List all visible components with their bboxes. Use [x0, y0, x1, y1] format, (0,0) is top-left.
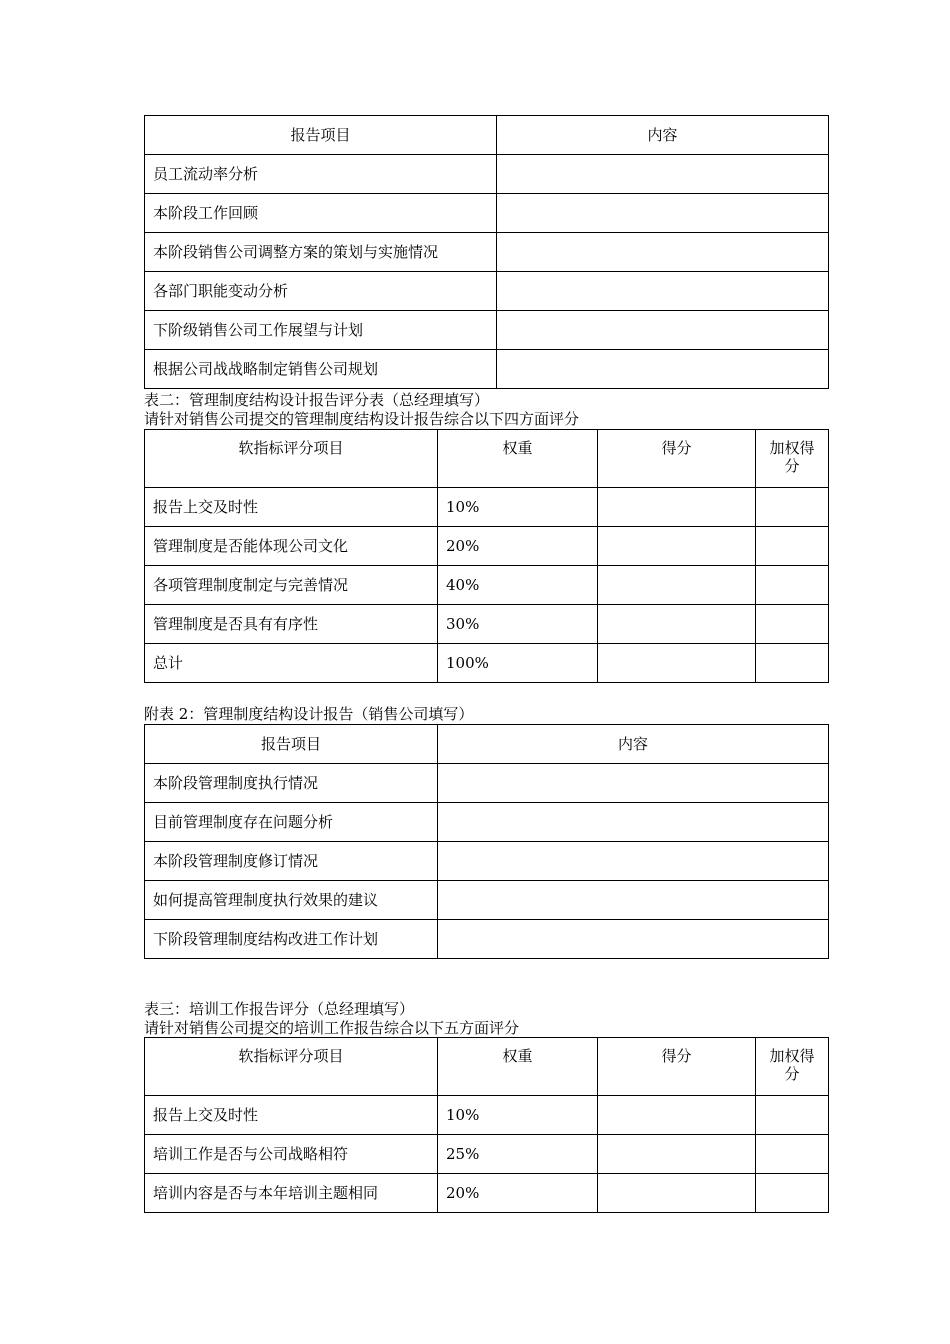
weight-cell: 25% — [438, 1135, 598, 1174]
table-header-row — [145, 1038, 829, 1096]
header-content: 内容 — [438, 725, 829, 764]
table-row — [145, 881, 829, 920]
row-item: 根据公司战战略制定销售公司规划 — [145, 350, 497, 389]
row-item: 本阶段管理制度修订情况 — [145, 842, 438, 881]
table-row — [145, 605, 829, 644]
table-row — [145, 1174, 829, 1213]
table-row — [145, 272, 829, 311]
score-cell[interactable] — [598, 488, 756, 527]
row-item: 目前管理制度存在问题分析 — [145, 803, 438, 842]
weighted-score-cell[interactable] — [756, 488, 829, 527]
table-row — [145, 488, 829, 527]
table2-caption: 表二：管理制度结构设计报告评分表（总经理填写） — [144, 391, 490, 409]
score-cell[interactable] — [598, 566, 756, 605]
row-item: 各部门职能变动分析 — [145, 272, 497, 311]
row-item: 员工流动率分析 — [145, 155, 497, 194]
training-score-table — [144, 1037, 829, 1213]
weighted-score-cell[interactable] — [756, 605, 829, 644]
table4-caption: 表三：培训工作报告评分（总经理填写） — [144, 1000, 415, 1018]
table-row — [145, 350, 829, 389]
table-header-row — [145, 430, 829, 488]
table3-caption: 附表 2：管理制度结构设计报告（销售公司填写） — [144, 705, 474, 723]
row-item: 报告上交及时性 — [145, 488, 438, 527]
table-row — [145, 311, 829, 350]
weighted-score-cell[interactable] — [756, 527, 829, 566]
table-row — [145, 1096, 829, 1135]
content-cell[interactable] — [497, 311, 829, 350]
row-item: 管理制度是否具有有序性 — [145, 605, 438, 644]
score-cell[interactable] — [598, 1174, 756, 1213]
table-row — [145, 194, 829, 233]
weighted-score-cell[interactable] — [756, 644, 829, 683]
score-cell[interactable] — [598, 527, 756, 566]
weighted-score-cell[interactable] — [756, 1174, 829, 1213]
weight-cell: 10% — [438, 1096, 598, 1135]
content-cell[interactable] — [497, 194, 829, 233]
row-item: 报告上交及时性 — [145, 1096, 438, 1135]
table-row — [145, 842, 829, 881]
header-report-item: 报告项目 — [145, 116, 497, 155]
header-soft-indicator: 软指标评分项目 — [145, 1038, 438, 1096]
table2-note: 请针对销售公司提交的管理制度结构设计报告综合以下四方面评分 — [144, 410, 580, 428]
table4-note: 请针对销售公司提交的培训工作报告综合以下五方面评分 — [144, 1019, 520, 1037]
table-row — [145, 155, 829, 194]
header-report-item: 报告项目 — [145, 725, 438, 764]
header-weight: 权重 — [438, 430, 598, 488]
weight-cell: 40% — [438, 566, 598, 605]
row-item: 下阶级销售公司工作展望与计划 — [145, 311, 497, 350]
header-soft-indicator: 软指标评分项目 — [145, 430, 438, 488]
weighted-score-cell[interactable] — [756, 1135, 829, 1174]
content-cell[interactable] — [497, 155, 829, 194]
row-item: 各项管理制度制定与完善情况 — [145, 566, 438, 605]
weight-cell: 20% — [438, 527, 598, 566]
table-row — [145, 566, 829, 605]
header-weight: 权重 — [438, 1038, 598, 1096]
content-cell[interactable] — [497, 233, 829, 272]
weight-cell: 10% — [438, 488, 598, 527]
score-cell[interactable] — [598, 1135, 756, 1174]
table-row — [145, 920, 829, 959]
header-score: 得分 — [598, 1038, 756, 1096]
content-cell[interactable] — [438, 764, 829, 803]
row-item: 下阶段管理制度结构改进工作计划 — [145, 920, 438, 959]
table-row — [145, 233, 829, 272]
content-cell[interactable] — [438, 920, 829, 959]
row-item: 本阶段销售公司调整方案的策划与实施情况 — [145, 233, 497, 272]
row-item: 管理制度是否能体现公司文化 — [145, 527, 438, 566]
weight-cell: 100% — [438, 644, 598, 683]
weighted-score-cell[interactable] — [756, 1096, 829, 1135]
table-row — [145, 1135, 829, 1174]
row-item: 如何提高管理制度执行效果的建议 — [145, 881, 438, 920]
row-item: 培训工作是否与公司战略相符 — [145, 1135, 438, 1174]
content-cell[interactable] — [438, 881, 829, 920]
header-score: 得分 — [598, 430, 756, 488]
row-item: 本阶段管理制度执行情况 — [145, 764, 438, 803]
content-cell[interactable] — [497, 272, 829, 311]
table-header-row — [145, 116, 829, 155]
row-item: 本阶段工作回顾 — [145, 194, 497, 233]
weighted-score-cell[interactable] — [756, 566, 829, 605]
header-weighted-score: 加权得分 — [756, 1038, 829, 1096]
weight-cell: 30% — [438, 605, 598, 644]
table-row — [145, 644, 829, 683]
row-item: 培训内容是否与本年培训主题相同 — [145, 1174, 438, 1213]
content-cell[interactable] — [497, 350, 829, 389]
score-cell[interactable] — [598, 1096, 756, 1135]
score-cell[interactable] — [598, 605, 756, 644]
score-cell[interactable] — [598, 644, 756, 683]
header-weighted-score: 加权得分 — [756, 430, 829, 488]
management-score-table — [144, 429, 829, 683]
table-row — [145, 527, 829, 566]
row-item: 总计 — [145, 644, 438, 683]
header-content: 内容 — [497, 116, 829, 155]
content-cell[interactable] — [438, 842, 829, 881]
management-report-table — [144, 724, 829, 959]
report-items-table — [144, 115, 829, 389]
table-header-row — [145, 725, 829, 764]
content-cell[interactable] — [438, 803, 829, 842]
table-row — [145, 803, 829, 842]
weight-cell: 20% — [438, 1174, 598, 1213]
table-row — [145, 764, 829, 803]
